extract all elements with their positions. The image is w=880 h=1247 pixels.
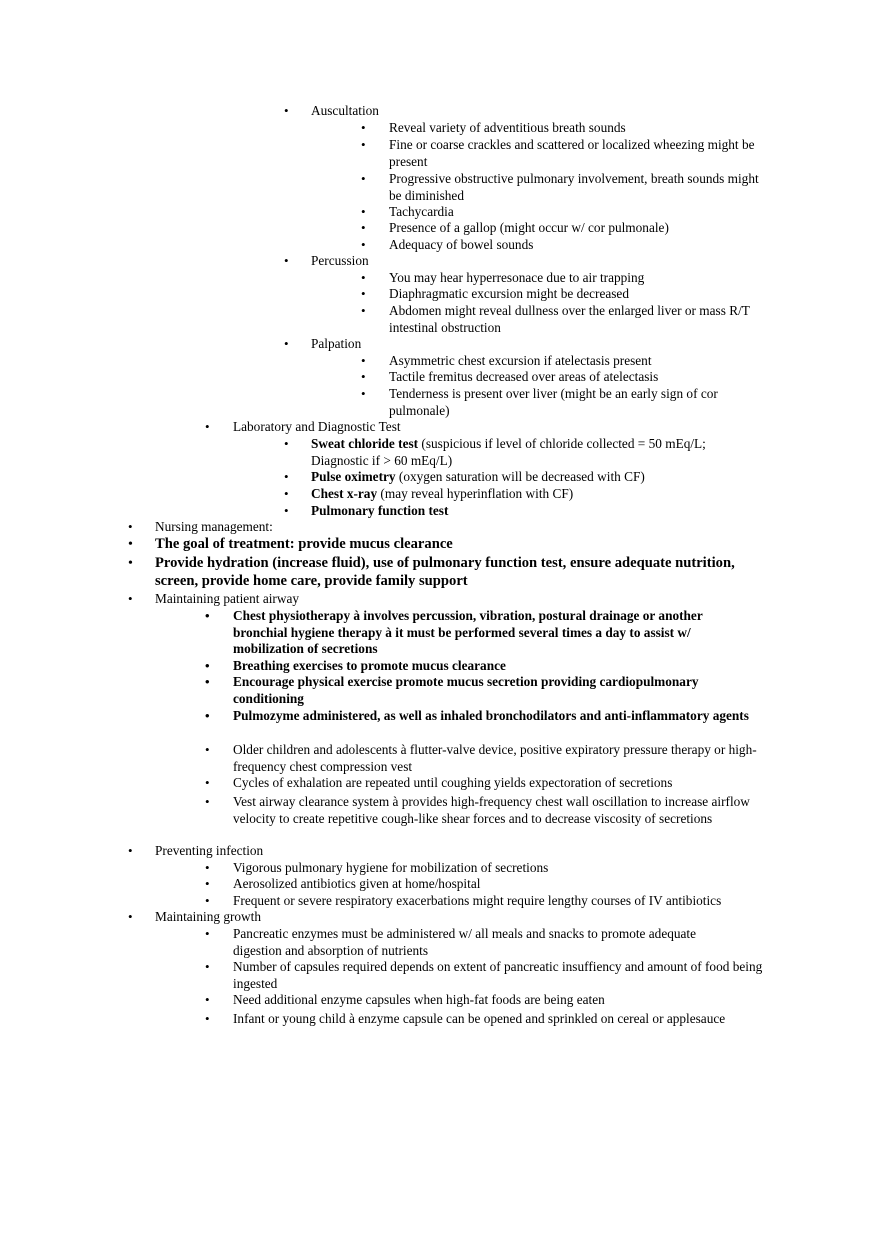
list-item-text: Breathing exercises to promote mucus clearance	[233, 658, 506, 673]
test-name: Chest x-ray	[311, 486, 378, 501]
list-item-text: Need additional enzyme capsules when high-fat foods are being eaten	[233, 992, 605, 1007]
section-label-lab: Laboratory and Diagnostic Test	[233, 419, 401, 434]
section-label-auscultation: Auscultation	[311, 103, 379, 118]
bullet-icon: •	[361, 270, 366, 285]
list-item-text	[311, 503, 781, 520]
bullet-icon: •	[205, 1011, 210, 1026]
bullet-icon: •	[205, 658, 210, 673]
bullet-icon: •	[361, 369, 366, 384]
bullet-icon: •	[205, 794, 210, 809]
list-item-text: Frequent or severe respiratory exacerbations might require lengthy courses of IV antibiotics	[233, 893, 722, 908]
nursing-management-heading: Nursing management:	[155, 519, 273, 534]
bullet-icon: •	[205, 959, 210, 974]
list-item-text: Older children and adolescents à flutter-valve device, positive expiratory pressure therapy or high-frequency chest compression vest	[233, 742, 757, 774]
bullet-icon: •	[284, 253, 289, 268]
list-item-text: Pulmozyme administered, as well as inhaled bronchodilators and anti-inflammatory agents	[233, 708, 749, 723]
list-item-text: Chest physiotherapy à involves percussion, vibration, postural drainage or another bronchial hygiene therapy à it must be performed several times a day to assist w/ mobilization of secretions	[233, 608, 703, 656]
section-label-palpation: Palpation	[311, 336, 362, 351]
list-item-text: Tenderness is present over liver (might be an early sign of cor pulmonale)	[389, 386, 718, 418]
list-item-text	[311, 469, 781, 486]
bullet-icon: •	[361, 137, 366, 152]
bullet-icon: •	[361, 204, 366, 219]
list-item-text: Vest airway clearance system à provides high-frequency chest wall oscillation to increase airflow velocity to create repetitive cough-like shear forces and to decrease viscosity of secretions	[233, 794, 750, 826]
list-item-text: Encourage physical exercise promote mucus secretion providing cardiopulmonary conditioning	[233, 674, 699, 706]
bullet-icon: •	[284, 336, 289, 351]
list-item-text: Pancreatic enzymes must be administered w/ all meals and snacks to promote adequate digestion and absorption of nutrients	[233, 926, 697, 958]
bullet-icon: •	[205, 419, 210, 434]
list-item-text: Adequacy of bowel sounds	[389, 237, 534, 252]
list-item-text: Infant or young child à enzyme capsule can be opened and sprinkled on cereal or applesauce	[233, 1011, 726, 1026]
bullet-icon: •	[128, 843, 133, 858]
test-name: Pulse oximetry	[311, 469, 396, 484]
bullet-icon: •	[128, 591, 133, 606]
bullet-icon: •	[284, 103, 289, 118]
test-name: Sweat chloride test	[311, 436, 419, 451]
bullet-icon: •	[205, 992, 210, 1007]
bullet-icon: •	[361, 171, 366, 186]
bullet-icon: •	[205, 876, 210, 891]
section-label-growth: Maintaining growth	[155, 909, 261, 924]
list-item-text: Number of capsules required depends on extent of pancreatic insuffiency and amount of food being ingested	[233, 959, 763, 991]
list-item-text: Vigorous pulmonary hygiene for mobilization of secretions	[233, 860, 549, 875]
test-note: (oxygen saturation will be decreased with CF)	[395, 469, 645, 484]
list-item-text	[311, 486, 781, 503]
bullet-icon: •	[205, 674, 210, 689]
bullet-icon: •	[128, 556, 133, 571]
test-name: Pulmonary function test	[311, 503, 449, 518]
bullet-icon: •	[205, 608, 210, 623]
bullet-icon: •	[205, 860, 210, 875]
list-item-text: Asymmetric chest excursion if atelectasis present	[389, 353, 652, 368]
list-item-text: Tactile fremitus decreased over areas of atelectasis	[389, 369, 659, 384]
bullet-icon: •	[284, 469, 289, 484]
test-note: (suspicious if level of chloride collected = 50 mEq/L; Diagnostic if > 60 mEq/L)	[311, 436, 706, 468]
bullet-icon: •	[128, 909, 133, 924]
list-item-text: Reveal variety of adventitious breath sounds	[389, 120, 626, 135]
bullet-icon: •	[361, 386, 366, 401]
bullet-icon: •	[361, 303, 366, 318]
bullet-icon: •	[284, 436, 289, 451]
list-item-text: Aerosolized antibiotics given at home/hospital	[233, 876, 481, 891]
list-item-text: Progressive obstructive pulmonary involvement, breath sounds might be diminished	[389, 171, 759, 203]
bullet-icon: •	[284, 503, 289, 518]
test-note: (may reveal hyperinflation with CF)	[377, 486, 574, 501]
bullet-icon: •	[128, 519, 133, 534]
list-item-text: Presence of a gallop (might occur w/ cor pulmonale)	[389, 220, 669, 235]
bullet-icon: •	[205, 708, 210, 723]
list-item-text: Tachycardia	[389, 204, 454, 219]
list-item-text	[311, 436, 766, 469]
bullet-icon: •	[205, 775, 210, 790]
list-item-text: Cycles of exhalation are repeated until coughing yields expectoration of secretions	[233, 775, 673, 790]
bullet-icon: •	[361, 120, 366, 135]
bullet-icon: •	[205, 742, 210, 757]
list-item-text: You may hear hyperresonace due to air trapping	[389, 270, 645, 285]
bullet-icon: •	[284, 486, 289, 501]
list-item-text: Fine or coarse crackles and scattered or localized wheezing might be present	[389, 137, 755, 169]
bullet-icon: •	[128, 537, 133, 552]
treatment-goal: The goal of treatment: provide mucus clearance	[155, 536, 453, 552]
bullet-icon: •	[205, 926, 210, 941]
hydration-statement: Provide hydration (increase fluid), use of pulmonary function test, ensure adequate nutrition, screen, provide home care, provide family support	[155, 555, 735, 589]
bullet-icon: •	[361, 286, 366, 301]
section-label-airway: Maintaining patient airway	[155, 591, 300, 606]
bullet-icon: •	[361, 220, 366, 235]
bullet-icon: •	[361, 237, 366, 252]
section-label-percussion: Percussion	[311, 253, 369, 268]
bullet-icon: •	[361, 353, 366, 368]
list-item-text: Diaphragmatic excursion might be decreased	[389, 286, 629, 301]
bullet-icon: •	[205, 893, 210, 908]
list-item-text: Abdomen might reveal dullness over the enlarged liver or mass R/T intestinal obstruction	[389, 303, 750, 335]
section-label-infection: Preventing infection	[155, 843, 264, 858]
